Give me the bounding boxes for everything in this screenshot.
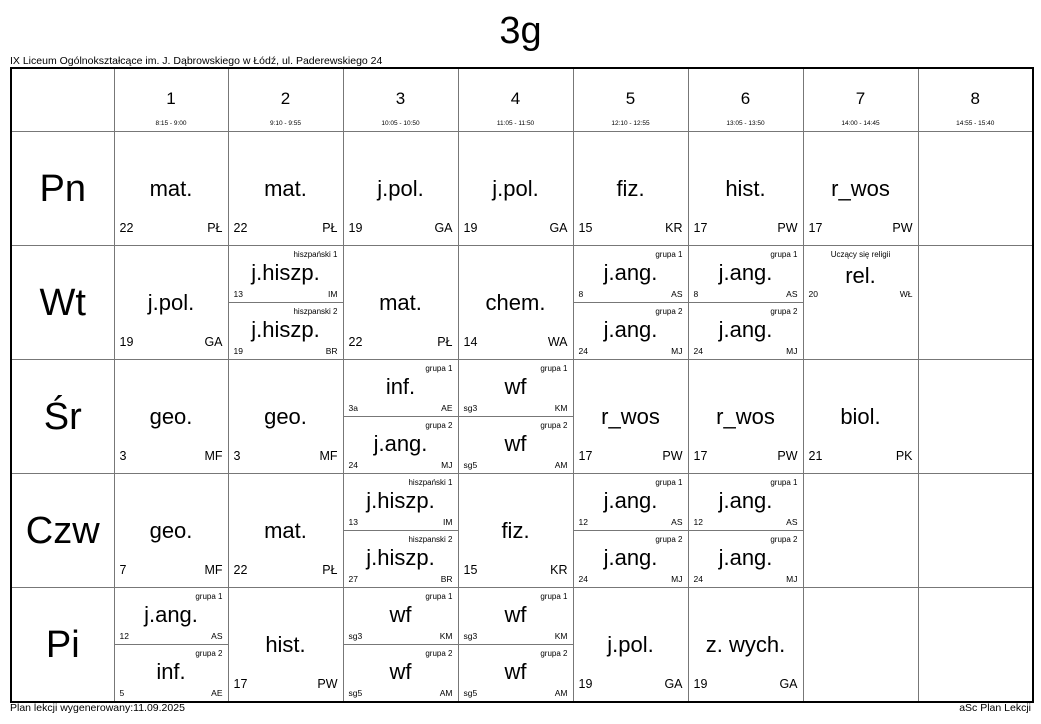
lesson-subject: hist.: [265, 632, 306, 657]
lesson-room: 5: [119, 688, 125, 698]
lesson-teacher: KR: [665, 221, 683, 235]
lesson-subject: wf: [504, 602, 527, 627]
lesson-room: 17: [808, 221, 823, 235]
empty-cell: [918, 132, 1033, 246]
empty-cell: [918, 588, 1033, 703]
empty-cell: [918, 360, 1033, 474]
lesson-group: grupa 1: [655, 478, 683, 487]
lesson-room: 8: [693, 289, 699, 299]
lesson-room: 15: [463, 563, 478, 577]
lesson-subject: inf.: [385, 374, 416, 399]
lesson-subject: j.ang.: [603, 545, 658, 570]
lesson-cell: [458, 474, 573, 588]
lesson-group: grupa 1: [770, 250, 798, 259]
lesson-subject: fiz.: [501, 518, 530, 543]
period-header: [688, 68, 803, 132]
lesson-subject: chem.: [485, 290, 546, 315]
day-label: Pi: [45, 623, 80, 666]
lesson-group: grupa 2: [425, 649, 453, 658]
lesson-teacher: AM: [554, 688, 568, 698]
lesson-subject: j.pol.: [147, 290, 195, 315]
period-time: 14:55 - 15:40: [956, 120, 995, 127]
lesson-teacher: PK: [895, 449, 913, 463]
lesson-room: 21: [808, 449, 823, 463]
lesson-cell: [688, 360, 803, 474]
software-name: aSc Plan Lekcji: [959, 702, 1031, 714]
lesson-room: 22: [233, 563, 248, 577]
lesson-subject: r_wos: [831, 176, 890, 201]
lesson-group: grupa 2: [425, 421, 453, 430]
empty-cell: [918, 246, 1033, 360]
period-time: 10:05 - 10:50: [381, 120, 420, 127]
lesson-teacher: GA: [434, 221, 453, 235]
period-header: [228, 68, 343, 132]
lesson-subject: j.pol.: [492, 176, 539, 201]
lesson-subject: hist.: [725, 176, 766, 201]
lesson-cell-group: [458, 645, 573, 703]
period-header: [343, 68, 458, 132]
lesson-subject: geo.: [264, 404, 307, 429]
day-label: Śr: [43, 395, 82, 438]
day-label: Czw: [25, 509, 100, 552]
period-time: 9:10 - 9:55: [269, 120, 302, 127]
lesson-cell-group: [458, 588, 573, 645]
period-time: 11:05 - 11:50: [496, 120, 535, 127]
lesson-group: grupa 1: [540, 592, 568, 601]
lesson-room: 24: [348, 460, 358, 470]
lesson-room: 19: [693, 677, 708, 691]
lesson-teacher: AS: [786, 289, 798, 299]
lesson-subject: j.ang.: [603, 260, 658, 285]
lesson-cell: [228, 132, 343, 246]
lesson-room: 14: [463, 335, 478, 349]
lesson-group: Uczący się religii: [830, 250, 891, 259]
lesson-room: 24: [693, 574, 703, 584]
lesson-teacher: MJ: [786, 574, 798, 584]
lesson-subject: fiz.: [616, 176, 645, 201]
lesson-group: grupa 2: [655, 535, 683, 544]
lesson-teacher: AM: [554, 460, 568, 470]
lesson-teacher: KM: [554, 631, 568, 641]
lesson-room: 19: [119, 335, 134, 349]
lesson-room: 19: [578, 677, 593, 691]
period-header-row: [11, 68, 1033, 132]
lesson-subject: mat.: [379, 290, 422, 315]
lesson-teacher: IM: [328, 289, 338, 299]
lesson-teacher: AS: [786, 517, 798, 527]
period-header: [458, 68, 573, 132]
day-row-pi: [11, 588, 1033, 645]
lesson-room: 17: [578, 449, 593, 463]
lesson-group: grupa 2: [540, 421, 568, 430]
lesson-group: grupa 2: [770, 535, 798, 544]
lesson-cell: [228, 360, 343, 474]
day-label-cell: [11, 360, 114, 474]
lesson-room: 22: [119, 221, 134, 235]
lesson-cell-group: [343, 531, 458, 588]
period-number: 5: [625, 89, 636, 108]
generated-date: Plan lekcji wygenerowany:11.09.2025: [10, 702, 185, 714]
lesson-cell: [688, 132, 803, 246]
lesson-teacher: MF: [204, 449, 223, 463]
day-row-czw: [11, 474, 1033, 531]
lesson-cell: [803, 360, 918, 474]
lesson-cell-group: [573, 474, 688, 531]
lesson-cell: [228, 588, 343, 703]
lesson-cell-group: [688, 303, 803, 360]
lesson-room: sg5: [348, 688, 363, 698]
lesson-room: sg3: [348, 631, 363, 641]
lesson-cell-group: [688, 246, 803, 303]
lesson-room: 17: [693, 449, 708, 463]
lesson-cell: [228, 474, 343, 588]
lesson-cell: [114, 360, 228, 474]
lesson-teacher: MJ: [786, 346, 798, 356]
lesson-group: grupa 1: [540, 364, 568, 373]
lesson-group: grupa 2: [655, 307, 683, 316]
lesson-teacher: AS: [671, 517, 683, 527]
timetable: [10, 67, 1034, 703]
lesson-group: hiszpański 1: [408, 478, 453, 487]
period-number: 2: [280, 89, 291, 108]
day-row-wt: [11, 246, 1033, 303]
period-header: [803, 68, 918, 132]
lesson-room: 13: [233, 289, 243, 299]
lesson-room: 19: [463, 221, 478, 235]
lesson-teacher: KM: [554, 403, 568, 413]
lesson-room: 20: [808, 289, 818, 299]
lesson-subject: inf.: [156, 659, 186, 684]
lesson-teacher: MJ: [671, 346, 683, 356]
lesson-teacher: PW: [892, 221, 913, 235]
lesson-room: sg5: [463, 460, 478, 470]
lesson-cell-group: [343, 360, 458, 417]
lesson-subject: mat.: [264, 176, 307, 201]
period-time: 13:05 - 13:50: [726, 120, 765, 127]
lesson-group: grupa 1: [425, 592, 453, 601]
lesson-subject: j.ang.: [718, 317, 773, 342]
lesson-subject: mat.: [264, 518, 307, 543]
lesson-subject: j.pol.: [377, 176, 424, 201]
day-label: Pn: [39, 167, 86, 210]
lesson-group: hiszpanski 2: [293, 307, 338, 316]
lesson-subject: j.ang.: [144, 602, 198, 627]
lesson-cell: [573, 360, 688, 474]
period-number: 8: [970, 89, 980, 108]
day-row-pn: [11, 132, 1033, 246]
day-label-cell: [11, 132, 114, 246]
lesson-room: sg3: [463, 631, 478, 641]
lesson-subject: j.hiszp.: [251, 260, 320, 285]
lesson-room: 17: [693, 221, 708, 235]
lesson-cell-group: [573, 246, 688, 303]
lesson-teacher: PW: [777, 221, 798, 235]
empty-cell: [803, 588, 918, 703]
lesson-subject: mat.: [149, 176, 193, 201]
lesson-room: 12: [578, 517, 588, 527]
period-number: 7: [855, 89, 866, 108]
lesson-cell-group: [228, 303, 343, 360]
lesson-cell-group: [343, 588, 458, 645]
lesson-cell: [458, 246, 573, 360]
lesson-group: hiszpanski 2: [408, 535, 453, 544]
lesson-teacher: PŁ: [322, 221, 338, 235]
lesson-cell-group: [803, 246, 918, 360]
lesson-subject: wf: [504, 659, 527, 684]
lesson-cell: [458, 132, 573, 246]
empty-cell: [803, 474, 918, 588]
lesson-teacher: AS: [211, 631, 223, 641]
day-label-cell: [11, 246, 114, 360]
empty-cell: [918, 474, 1033, 588]
lesson-teacher: BR: [440, 574, 453, 584]
lesson-room: 19: [233, 346, 243, 356]
lesson-subject: wf: [504, 431, 527, 456]
lesson-cell: [573, 588, 688, 703]
corner-cell: [11, 68, 114, 132]
period-number: 1: [166, 89, 176, 108]
lesson-teacher: PŁ: [322, 563, 338, 577]
lesson-subject: j.hiszp.: [366, 488, 435, 513]
lesson-teacher: AE: [211, 688, 223, 698]
lesson-cell-group: [458, 417, 573, 474]
lesson-teacher: MJ: [671, 574, 683, 584]
lesson-subject: j.ang.: [718, 488, 773, 513]
period-header: [114, 68, 228, 132]
lesson-room: 27: [348, 574, 358, 584]
lesson-room: 19: [348, 221, 363, 235]
lesson-group: grupa 1: [195, 592, 223, 601]
lesson-teacher: KR: [550, 563, 568, 577]
lesson-subject: wf: [504, 374, 527, 399]
lesson-cell-group: [343, 417, 458, 474]
lesson-cell: [114, 246, 228, 360]
lesson-room: 3: [119, 449, 127, 463]
lesson-subject: geo.: [149, 404, 193, 429]
lesson-group: grupa 1: [425, 364, 453, 373]
lesson-subject: wf: [389, 602, 412, 627]
lesson-room: 15: [578, 221, 593, 235]
lesson-teacher: GA: [779, 677, 798, 691]
lesson-teacher: PW: [662, 449, 683, 463]
lesson-teacher: WŁ: [899, 289, 913, 299]
lesson-cell-group: [228, 246, 343, 303]
lesson-cell: [114, 132, 228, 246]
lesson-teacher: AM: [439, 688, 453, 698]
lesson-group: grupa 1: [770, 478, 798, 487]
lesson-room: 12: [119, 631, 129, 641]
lesson-cell-group: [343, 645, 458, 703]
lesson-group: hiszpański 1: [293, 250, 338, 259]
lesson-subject: j.ang.: [718, 545, 773, 570]
lesson-room: 24: [693, 346, 703, 356]
lesson-room: 3: [233, 449, 241, 463]
lesson-cell-group: [343, 474, 458, 531]
lesson-teacher: IM: [443, 517, 453, 527]
lesson-teacher: PŁ: [437, 335, 453, 349]
lesson-teacher: BR: [325, 346, 338, 356]
lesson-subject: geo.: [149, 518, 193, 543]
school-name: IX Liceum Ogólnokształcące im. J. Dąbrowskiego w Łódź, ul. Paderewskiego 24: [10, 55, 383, 67]
lesson-group: grupa 2: [770, 307, 798, 316]
day-label: Wt: [39, 281, 86, 324]
lesson-subject: j.pol.: [607, 632, 654, 657]
lesson-teacher: PŁ: [207, 221, 223, 235]
lesson-teacher: PW: [317, 677, 338, 691]
lesson-room: sg3: [463, 403, 478, 413]
period-header: [918, 68, 1033, 132]
period-time: 14:00 - 14:45: [841, 120, 880, 127]
lesson-room: 22: [348, 335, 363, 349]
lesson-cell-group: [114, 588, 228, 645]
lesson-teacher: AS: [671, 289, 683, 299]
lesson-teacher: GA: [549, 221, 568, 235]
period-number: 4: [510, 89, 521, 108]
lesson-teacher: GA: [664, 677, 683, 691]
lesson-cell: [114, 474, 228, 588]
lesson-room: 13: [348, 517, 358, 527]
lesson-room: 12: [693, 517, 703, 527]
lesson-subject: j.ang.: [718, 260, 773, 285]
period-time: 8:15 - 9:00: [155, 120, 187, 127]
lesson-cell: [573, 132, 688, 246]
period-number: 3: [395, 89, 406, 108]
lesson-room: 8: [578, 289, 584, 299]
lesson-teacher: MF: [204, 563, 223, 577]
lesson-subject: z. wych.: [705, 632, 786, 657]
lesson-group: grupa 2: [195, 649, 223, 658]
lesson-room: 22: [233, 221, 248, 235]
lesson-room: 24: [578, 574, 588, 584]
lesson-cell: [803, 132, 918, 246]
lesson-room: sg5: [463, 688, 478, 698]
lesson-teacher: MF: [319, 449, 338, 463]
lesson-room: 24: [578, 346, 588, 356]
period-number: 6: [740, 89, 751, 108]
lesson-cell: [343, 132, 458, 246]
lesson-teacher: PW: [777, 449, 798, 463]
lesson-subject: j.ang.: [603, 488, 658, 513]
period-time: 12:10 - 12:55: [611, 120, 650, 127]
lesson-cell-group: [458, 360, 573, 417]
lesson-teacher: GA: [204, 335, 223, 349]
lesson-teacher: MJ: [441, 460, 453, 470]
lesson-room: 17: [233, 677, 248, 691]
lesson-subject: biol.: [840, 404, 881, 429]
lesson-subject: wf: [389, 659, 412, 684]
lesson-cell-group: [114, 645, 228, 703]
page-title: 3g: [499, 10, 542, 52]
day-row-sr: [11, 360, 1033, 417]
lesson-subject: j.hiszp.: [251, 317, 320, 342]
lesson-subject: j.ang.: [603, 317, 658, 342]
lesson-cell: [343, 246, 458, 360]
lesson-subject: j.hiszp.: [366, 545, 435, 570]
lesson-room: 3a: [348, 403, 358, 413]
lesson-cell-group: [688, 474, 803, 531]
lesson-cell-group: [573, 531, 688, 588]
day-label-cell: [11, 474, 114, 588]
lesson-subject: r_wos: [716, 404, 775, 429]
lesson-teacher: AE: [441, 403, 453, 413]
lesson-cell-group: [573, 303, 688, 360]
lesson-group: grupa 1: [655, 250, 683, 259]
lesson-room: 7: [119, 563, 127, 577]
lesson-cell: [688, 588, 803, 703]
lesson-cell-group: [688, 531, 803, 588]
lesson-subject: j.ang.: [373, 431, 428, 456]
lesson-group: grupa 2: [540, 649, 568, 658]
lesson-teacher: WA: [547, 335, 568, 349]
lesson-teacher: KM: [439, 631, 453, 641]
lesson-subject: r_wos: [601, 404, 660, 429]
period-header: [573, 68, 688, 132]
lesson-subject: rel.: [845, 263, 876, 288]
day-label-cell: [11, 588, 114, 703]
